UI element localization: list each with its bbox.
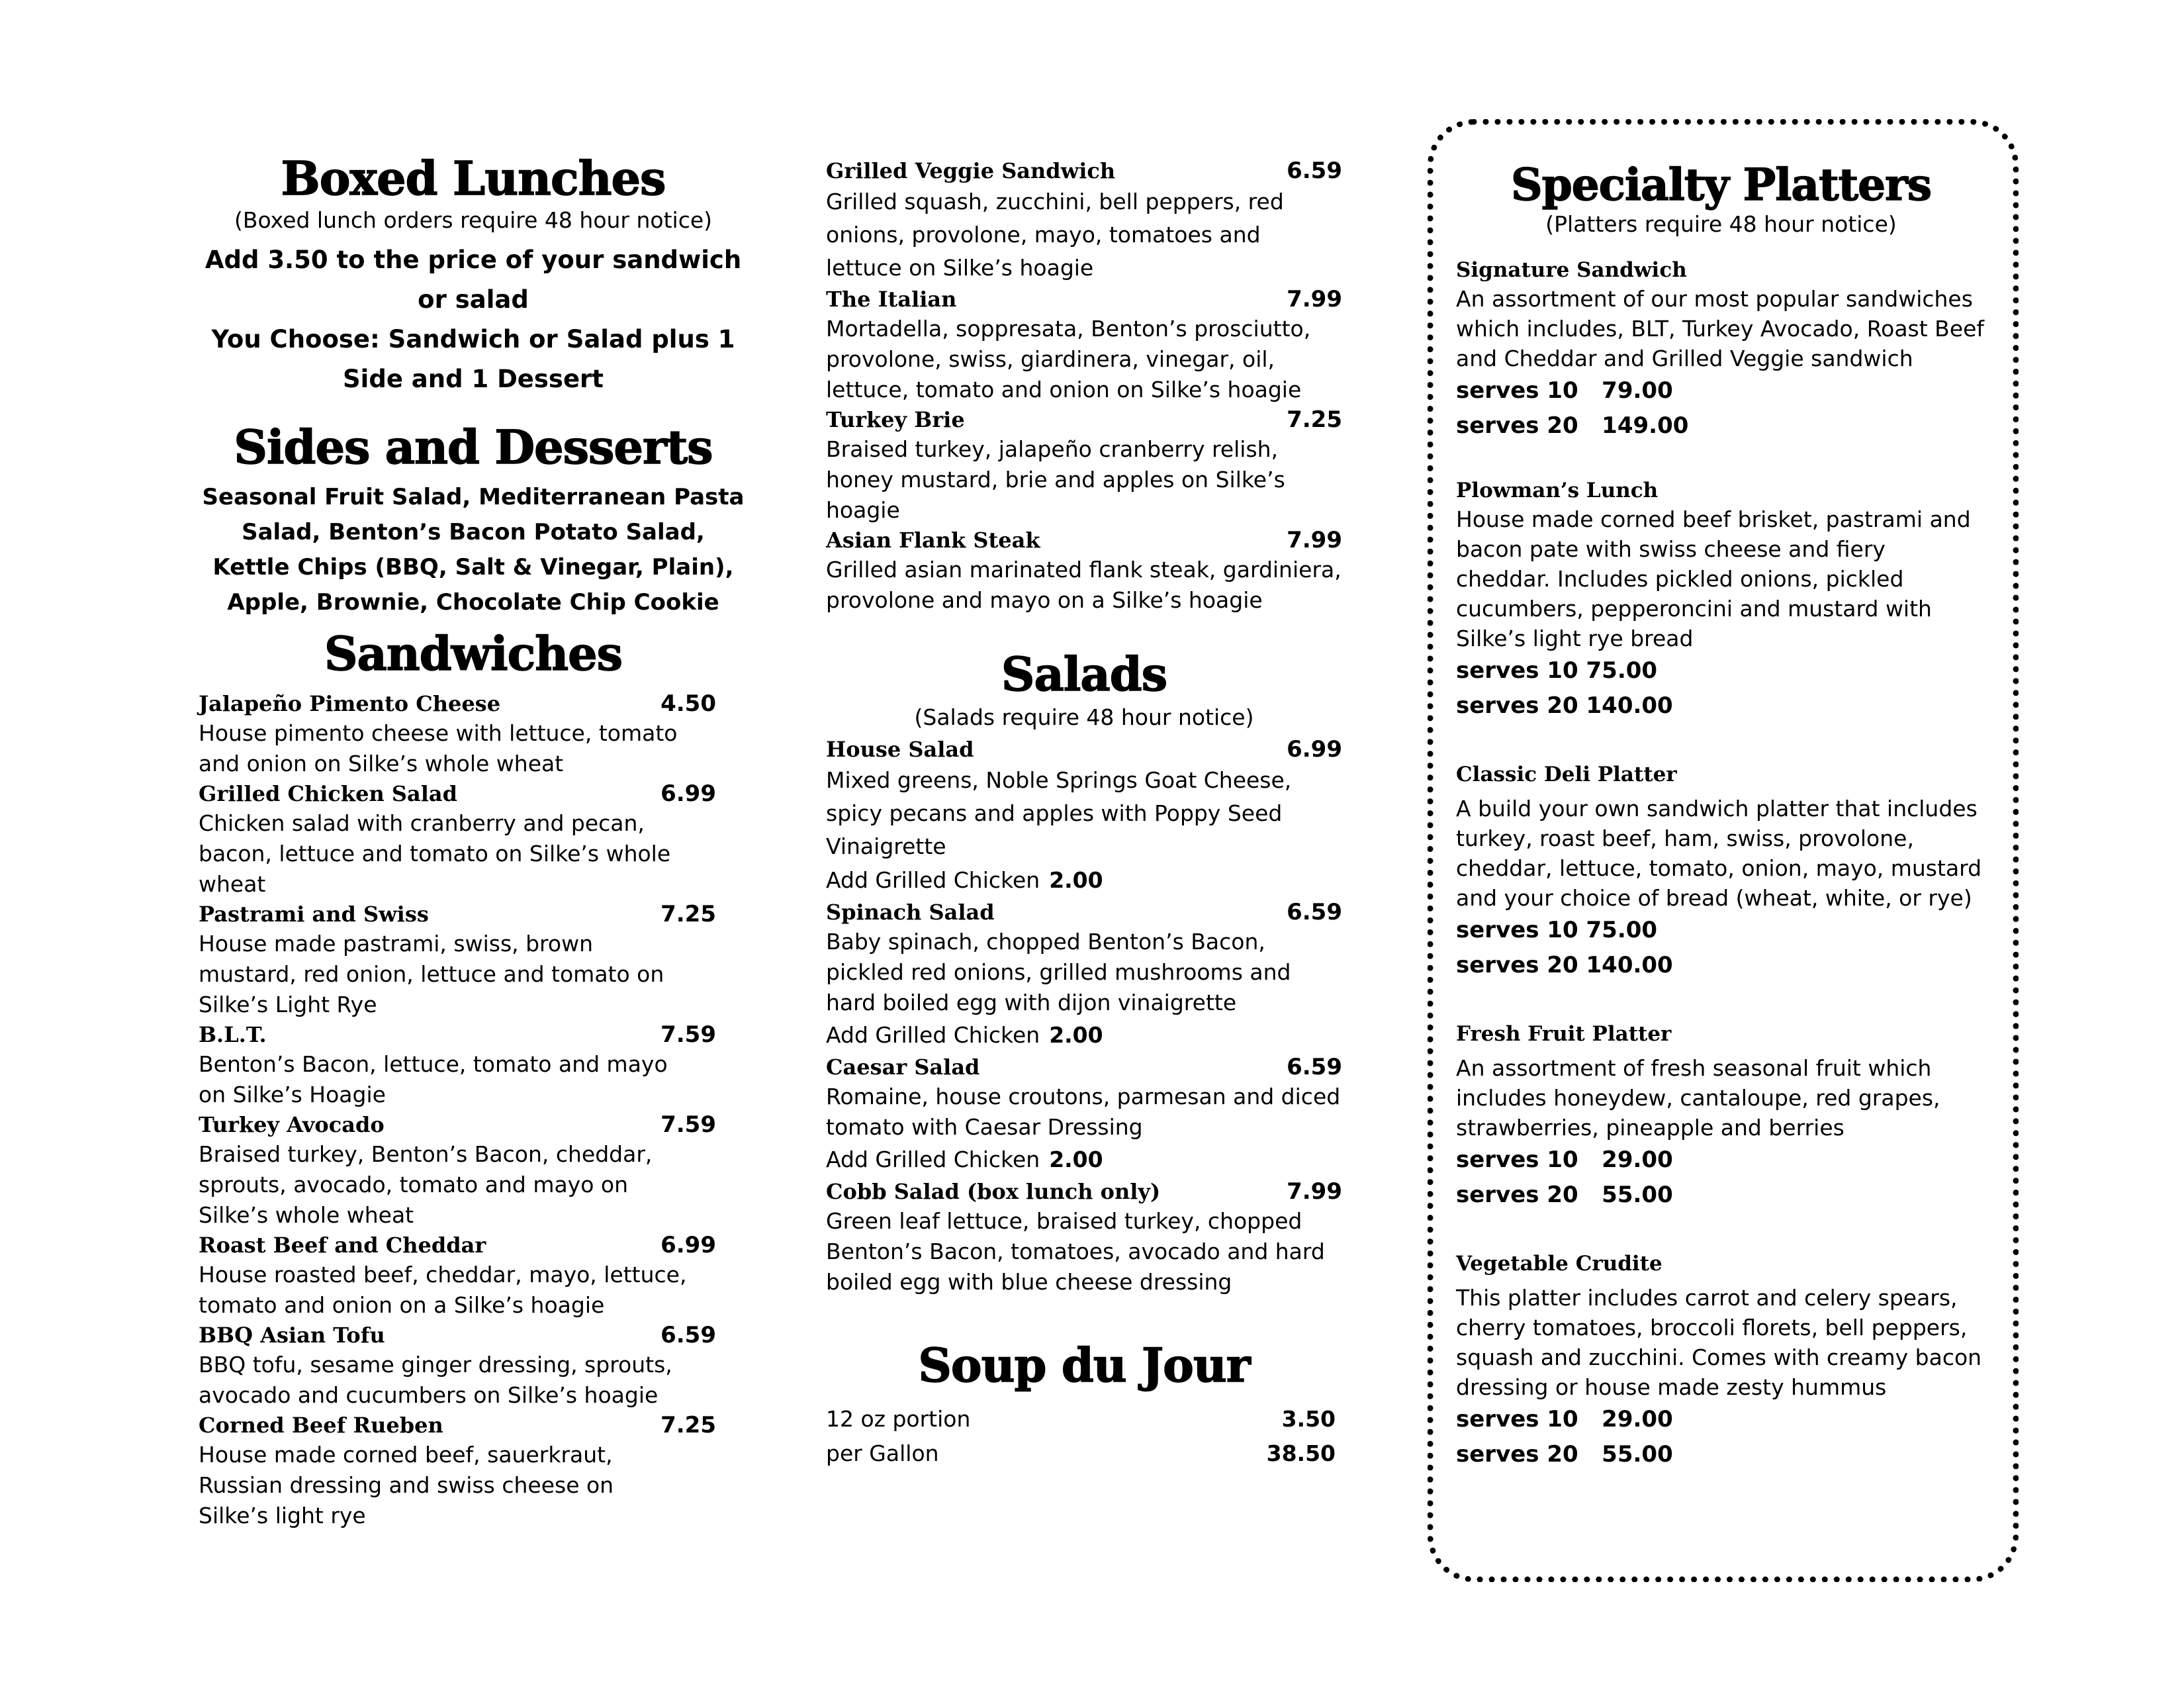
item-price: 7.25 [1287,406,1342,433]
platter-serves-10: serves 10 79.00 [1456,377,1673,404]
item-name: Roast Beef and Cheddar [199,1233,486,1258]
salads-title: Salads [1001,647,1167,702]
item-name: House Salad [826,737,974,762]
menu-item [199,689,716,779]
item-name: Jalapeño Pimento Cheese [199,691,501,716]
addon-label: Add Grilled Chicken [826,1147,1040,1172]
item-name: Corned Beef Rueben [199,1413,443,1438]
item-description: House made corned beef, sauerkraut, Russian dressing and swiss cheese on Silke’s light rye [199,1442,614,1528]
item-price: 6.99 [660,1232,716,1258]
boxed-lunches-section [199,149,748,399]
menu-item [199,1020,716,1110]
platter-description: An assortment of our most popular sandwiches which includes, BLT, Turkey Avocado, Roast Beef and Cheddar and Grilled Veggie sandwich [1456,286,1985,371]
platter-item [1456,477,1986,724]
item-description: Grilled asian marinated flank steak, gardiniera, provolone and mayo on a Silke’s hoagie [826,557,1342,613]
menu-item [826,1177,1342,1297]
item-name: Caesar Salad [826,1055,980,1080]
item-price: 6.59 [1287,158,1342,184]
item-name: Grilled Chicken Salad [199,781,457,806]
boxed-lunches-line-2: or salad [418,285,529,314]
item-description: House roasted beef, cheddar, mayo, lettuce, tomato and onion on a Silke’s hoagie [199,1262,687,1318]
soup-section [826,1336,1382,1471]
item-description: Benton’s Bacon, lettuce, tomato and mayo on Silke’s Hoagie [199,1051,668,1107]
addon-price: 2.00 [1049,1147,1103,1172]
menu-item [826,405,1342,526]
item-description: House pimento cheese with lettuce, tomato and onion on Silke’s whole wheat [199,720,678,776]
platter-name: Classic Deli Platter [1456,763,1677,786]
soup-row [826,1402,1336,1436]
sandwiches-title: Sandwiches [324,626,623,681]
sides-line-1: Seasonal Fruit Salad, Mediterranean Pasta [202,484,745,510]
item-name: The Italian [826,287,957,312]
sides-line-2: Salad, Benton’s Bacon Potato Salad, [242,519,705,545]
soup-size: per Gallon [826,1440,939,1466]
platter-serves-10: serves 10 75.00 [1456,657,1658,684]
platter-item [1456,256,1986,444]
platter-name: Signature Sandwich [1456,258,1687,282]
menu-item [199,900,716,1020]
boxed-lunches-line-1: Add 3.50 to the price of your sandwich [205,246,742,274]
boxed-lunches-line-4: Side and 1 Dessert [343,365,604,393]
item-name: Pastrami and Swiss [199,902,429,927]
sides-desserts-section [199,418,748,620]
menu-item [826,898,1342,1053]
add-chicken-option [826,863,1342,898]
item-name: Turkey Avocado [199,1112,385,1137]
item-description: Romaine, house croutons, parmesan and diced tomato with Caesar Dressing [826,1084,1341,1140]
item-price: 6.99 [660,780,716,807]
specialty-platters-box [1428,119,2019,1582]
boxed-lunches-line-3: You Choose: Sandwich or Salad plus 1 [211,325,735,353]
platter-serves-20: serves 20 149.00 [1456,412,1689,439]
item-name: BBQ Asian Tofu [199,1323,385,1348]
menu-item [826,735,1342,898]
menu-item [199,1110,716,1231]
left-column [199,149,748,1531]
addon-label: Add Grilled Chicken [826,867,1040,893]
item-description: Mixed greens, Noble Springs Goat Cheese, spicy pecans and apples with Poppy Seed Vinaigrette [826,767,1292,859]
platter-serves-20: serves 20 55.00 [1456,1182,1673,1208]
item-description: Braised turkey, jalapeño cranberry relish, honey mustard, brie and apples on Silke’s hoagie [826,436,1285,523]
boxed-lunches-title: Boxed Lunches [281,151,666,206]
item-price: 7.59 [660,1021,716,1048]
item-description: Baby spinach, chopped Benton’s Bacon, pickled red onions, grilled mushrooms and hard boiled egg with dijon vinaigrette [826,929,1291,1015]
item-description: Mortadella, soppresata, Benton’s prosciutto, provolone, swiss, giardinera, vinegar, oil, lettuce, tomato and onion on Silke’s hoagie [826,316,1311,402]
platter-serves-20: serves 20 140.00 [1456,692,1673,719]
platters-notice: (Platters require 48 hour notice) [1545,211,1897,237]
item-price: 6.59 [1287,899,1342,925]
item-price: 7.59 [660,1111,716,1138]
soup-price: 38.50 [1266,1440,1336,1466]
item-name: Grilled Veggie Sandwich [826,158,1116,183]
item-description: Chicken salad with cranberry and pecan, bacon, lettuce and tomato on Silke’s whole wheat [199,810,671,897]
platter-item [1456,1020,1986,1213]
item-price: 7.99 [1287,1178,1342,1205]
salads-section [826,645,1382,1297]
add-chicken-option [826,1143,1342,1177]
item-price: 7.25 [660,901,716,927]
platter-item [1456,761,1986,983]
platter-item [1456,1250,1986,1472]
item-price: 6.59 [1287,1054,1342,1080]
sandwiches-continued [826,156,1342,616]
item-name: Turkey Brie [826,407,965,432]
platter-description: An assortment of fresh seasonal fruit which includes honeydew, cantaloupe, red grapes, strawberries, pineapple and berries [1456,1055,1940,1141]
sides-line-4: Apple, Brownie, Chocolate Chip Cookie [227,589,719,616]
sandwiches-section [199,624,748,1531]
item-price: 7.99 [1287,286,1342,312]
item-description: Green leaf lettuce, braised turkey, chopped Benton’s Bacon, tomatoes, avocado and hard boiled egg with blue cheese dressing [826,1208,1325,1295]
addon-price: 2.00 [1049,867,1103,893]
addon-label: Add Grilled Chicken [826,1022,1040,1048]
item-description: House made pastrami, swiss, brown mustard, red onion, lettuce and tomato on Silke’s Light Rye [199,931,664,1017]
item-description: Braised turkey, Benton’s Bacon, cheddar, sprouts, avocado, tomato and mayo on Silke’s whole wheat [199,1141,653,1228]
item-description: Grilled squash, zucchini, bell peppers, red onions, provolone, mayo, tomatoes and lettuce on Silke’s hoagie [826,189,1284,281]
soup-size: 12 oz portion [826,1406,971,1432]
item-name: Asian Flank Steak [826,528,1040,553]
boxed-lunches-notice: (Boxed lunch orders require 48 hour notice) [234,207,713,233]
menu-item [826,526,1342,616]
platter-serves-10: serves 10 29.00 [1456,1147,1673,1173]
soup-title: Soup du Jour [918,1338,1250,1393]
item-name: B.L.T. [199,1022,267,1047]
menu-item [826,1053,1342,1177]
platter-serves-10: serves 10 75.00 [1456,917,1658,943]
item-price: 4.50 [660,690,716,717]
menu-item [826,156,1342,285]
salads-notice: (Salads require 48 hour notice) [914,704,1254,730]
menu-item [199,1411,716,1531]
item-name: Spinach Salad [826,900,995,925]
item-price: 6.99 [1287,736,1342,763]
middle-column [826,156,1382,1471]
menu-item [199,1321,716,1411]
item-description: BBQ tofu, sesame ginger dressing, sprouts, avocado and cucumbers on Silke’s hoagie [199,1352,672,1408]
platter-serves-20: serves 20 140.00 [1456,952,1673,978]
platter-description: A build your own sandwich platter that includes turkey, roast beef, ham, swiss, provolone, cheddar, lettuce, tomato, onion, mayo, mustard and your choice of bread (wheat, white, or rye) [1456,796,1982,911]
item-price: 6.59 [660,1322,716,1348]
item-price: 7.99 [1287,527,1342,553]
item-name: Cobb Salad (box lunch only) [826,1179,1161,1204]
sides-line-3: Kettle Chips (BBQ, Salt & Vinegar, Plain), [212,554,734,581]
platter-name: Vegetable Crudite [1456,1252,1662,1276]
platter-name: Plowman’s Lunch [1456,479,1659,502]
menu-item [199,1231,716,1321]
platter-serves-20: serves 20 55.00 [1456,1441,1673,1468]
sides-desserts-title: Sides and Desserts [234,420,713,475]
platter-description: This platter includes carrot and celery spears, cherry tomatoes, broccoli florets, bell peppers, squash and zucchini. Comes with creamy bacon dressing or house made zesty hummus [1456,1285,1982,1400]
menu-item [826,285,1342,405]
soup-row [826,1436,1336,1471]
add-chicken-option [826,1018,1342,1053]
platter-name: Fresh Fruit Platter [1456,1022,1672,1046]
soup-price: 3.50 [1281,1406,1336,1432]
item-price: 7.25 [660,1412,716,1438]
platter-serves-10: serves 10 29.00 [1456,1406,1673,1432]
platters-title: Specialty Platters [1510,159,1932,211]
addon-price: 2.00 [1049,1022,1103,1048]
platter-description: House made corned beef brisket, pastrami and bacon pate with swiss cheese and fiery cheddar. Includes pickled onions, pickled cucumbers, pepperoncini and mustard with Silke’s light rye bread [1456,506,1971,651]
menu-item [199,779,716,900]
